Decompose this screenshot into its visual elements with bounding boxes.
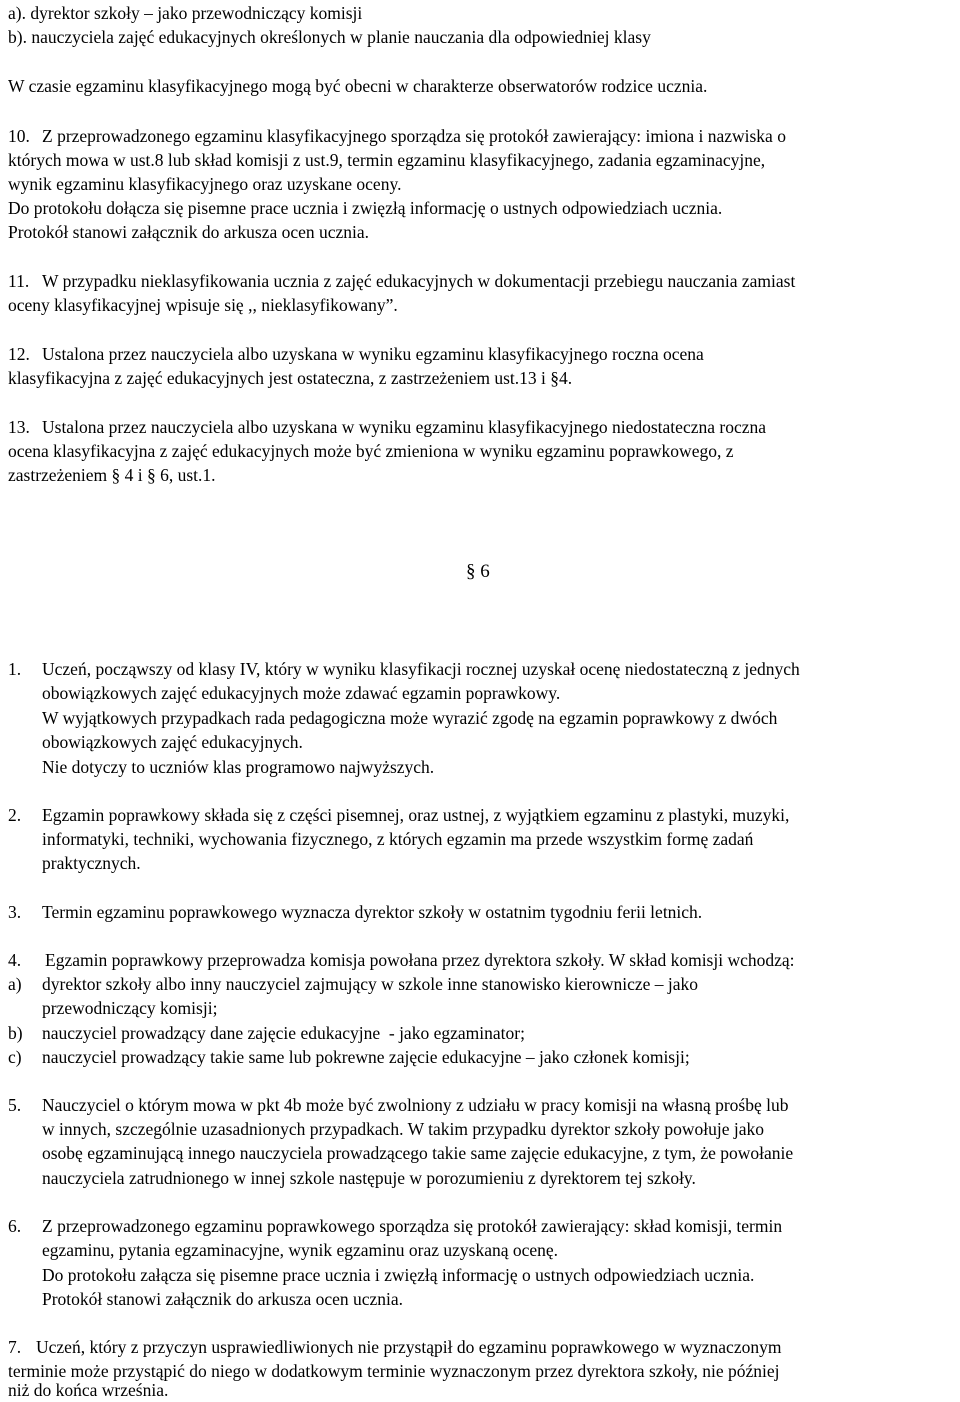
intro-line-a: a). dyrektor szkoły – jako przewodniczący komisji <box>8 3 363 23</box>
point-3-line: Termin egzaminu poprawkowego wyznacza dyrektor szkoły w ostatnim tygodniu ferii letnich. <box>42 902 703 922</box>
point-11-line: W przypadku nieklasyfikowania ucznia z zajęć edukacyjnych w dokumentacji przebiegu nauczania zamiast <box>42 271 796 291</box>
point-7-number: 7. <box>8 1337 22 1357</box>
point-1-line: Uczeń, począwszy od klasy IV, który w wyniku klasyfikacji rocznej uzyskał ocenę niedostateczną z jednych <box>42 659 800 679</box>
point-4-item-b-label: b) <box>8 1023 23 1043</box>
point-10-line: Do protokołu dołącza się pisemne prace ucznia i zwięzłą informację o ustnych odpowiedziach ucznia. <box>8 198 723 218</box>
point-2-number: 2. <box>8 805 22 825</box>
point-11-line: oceny klasyfikacyjnej wpisuje się ,, nieklasyfikowany”. <box>8 295 398 315</box>
point-10-line: Z przeprowadzonego egzaminu klasyfikacyjnego sporządza się protokół zawierający: imiona i nazwiska o <box>42 126 786 146</box>
point-1-line: obowiązkowych zajęć edukacyjnych. <box>42 732 303 752</box>
point-7-line: niż do końca września. <box>8 1380 169 1400</box>
intro-line-b: b). nauczyciela zajęć edukacyjnych określonych w planie nauczania dla odpowiedniej klasy <box>8 27 651 47</box>
point-2-line: informatyki, techniki, wychowania fizycznego, z których egzamin ma przede wszystkim formę zadań <box>42 829 754 849</box>
point-4-item-a-line: przewodniczący komisji; <box>42 998 218 1018</box>
point-4-line: Egzamin poprawkowy przeprowadza komisja powołana przez dyrektora szkoły. W skład komisji wchodzą: <box>45 950 795 970</box>
point-13-number: 13. <box>8 417 30 437</box>
point-5-line: osobę egzaminującą innego nauczyciela prowadzącego takie same zajęcie edukacyjne, z tym, że powołanie <box>42 1143 794 1163</box>
point-7-line: terminie może przystąpić do niego w dodatkowym terminie wyznaczonym przez dyrektora szkoły, nie później <box>8 1361 780 1381</box>
point-10-line: Protokół stanowi załącznik do arkusza ocen ucznia. <box>8 222 370 242</box>
point-4-item-a-label: a) <box>8 974 22 994</box>
intro-observers: W czasie egzaminu klasyfikacyjnego mogą być obecni w charakterze obserwatorów rodzice ucznia. <box>8 76 708 96</box>
point-4-number: 4. <box>8 950 22 970</box>
point-11-number: 11. <box>8 271 30 291</box>
point-6-line: Do protokołu załącza się pisemne prace ucznia i zwięzłą informację o ustnych odpowiedziach ucznia. <box>42 1265 755 1285</box>
point-4-item-c-line: nauczyciel prowadzący takie same lub pokrewne zajęcie edukacyjne – jako członek komisji; <box>42 1047 690 1067</box>
point-12-line: klasyfikacyjna z zajęć edukacyjnych jest ostateczna, z zastrzeżeniem ust.13 i §4. <box>8 368 573 388</box>
point-10-line: których mowa w ust.8 lub skład komisji z ust.9, termin egzaminu klasyfikacyjnego, zadania egzaminacyjne, <box>8 150 766 170</box>
point-13-line: ocena klasyfikacyjna z zajęć edukacyjnych może być zmieniona w wyniku egzaminu poprawkowego, z <box>8 441 734 461</box>
point-5-line: Nauczyciel o którym mowa w pkt 4b może być zwolniony z udziału w pracy komisji na własną prośbę lub <box>42 1095 789 1115</box>
point-1-line: W wyjątkowych przypadkach rada pedagogiczna może wyrazić zgodę na egzamin poprawkowy z dwóch <box>42 708 778 728</box>
point-4-item-a-line: dyrektor szkoły albo inny nauczyciel zajmujący w szkole inne stanowisko kierownicze – jako <box>42 974 699 994</box>
point-1-line: Nie dotyczy to uczniów klas programowo najwyższych. <box>42 757 435 777</box>
point-5-line: w innych, szczególnie uzasadnionych przypadkach. W takim przypadku dyrektor szkoły powołuje jako <box>42 1119 764 1139</box>
point-7-line: Uczeń, który z przyczyn usprawiedliwionych nie przystąpił do egzaminu poprawkowego w wyznaczonym <box>36 1337 782 1357</box>
point-6-line: Z przeprowadzonego egzaminu poprawkowego sporządza się protokół zawierający: skład komisji, termin <box>42 1216 783 1236</box>
point-6-number: 6. <box>8 1216 22 1236</box>
point-1-number: 1. <box>8 659 22 679</box>
point-5-line: nauczyciela zatrudnionego w innej szkole następuje w porozumieniu z dyrektorem tej szkoły. <box>42 1168 696 1188</box>
point-4-item-c-label: c) <box>8 1047 22 1067</box>
point-13-line: zastrzeżeniem § 4 i § 6, ust.1. <box>8 465 216 485</box>
point-2-line: praktycznych. <box>42 853 141 873</box>
point-13-line: Ustalona przez nauczyciela albo uzyskana w wyniku egzaminu klasyfikacyjnego niedostateczna roczna <box>42 417 766 437</box>
point-10-line: wynik egzaminu klasyfikacyjnego oraz uzyskane oceny. <box>8 174 402 194</box>
point-12-number: 12. <box>8 344 30 364</box>
section-heading: § 6 <box>466 561 490 582</box>
point-2-line: Egzamin poprawkowy składa się z części pisemnej, oraz ustnej, z wyjątkiem egzaminu z plastyki, muzyki, <box>42 805 790 825</box>
point-12-line: Ustalona przez nauczyciela albo uzyskana w wyniku egzaminu klasyfikacyjnego roczna ocena <box>42 344 704 364</box>
point-1-line: obowiązkowych zajęć edukacyjnych może zdawać egzamin poprawkowy. <box>42 683 561 703</box>
point-4-item-b-line: nauczyciel prowadzący dane zajęcie edukacyjne - jako egzaminator; <box>42 1023 525 1043</box>
point-5-number: 5. <box>8 1095 22 1115</box>
point-10-number: 10. <box>8 126 30 146</box>
point-6-line: egzaminu, pytania egzaminacyjne, wynik egzaminu oraz uzyskaną ocenę. <box>42 1240 559 1260</box>
point-6-line: Protokół stanowi załącznik do arkusza ocen ucznia. <box>42 1289 404 1309</box>
point-3-number: 3. <box>8 902 22 922</box>
